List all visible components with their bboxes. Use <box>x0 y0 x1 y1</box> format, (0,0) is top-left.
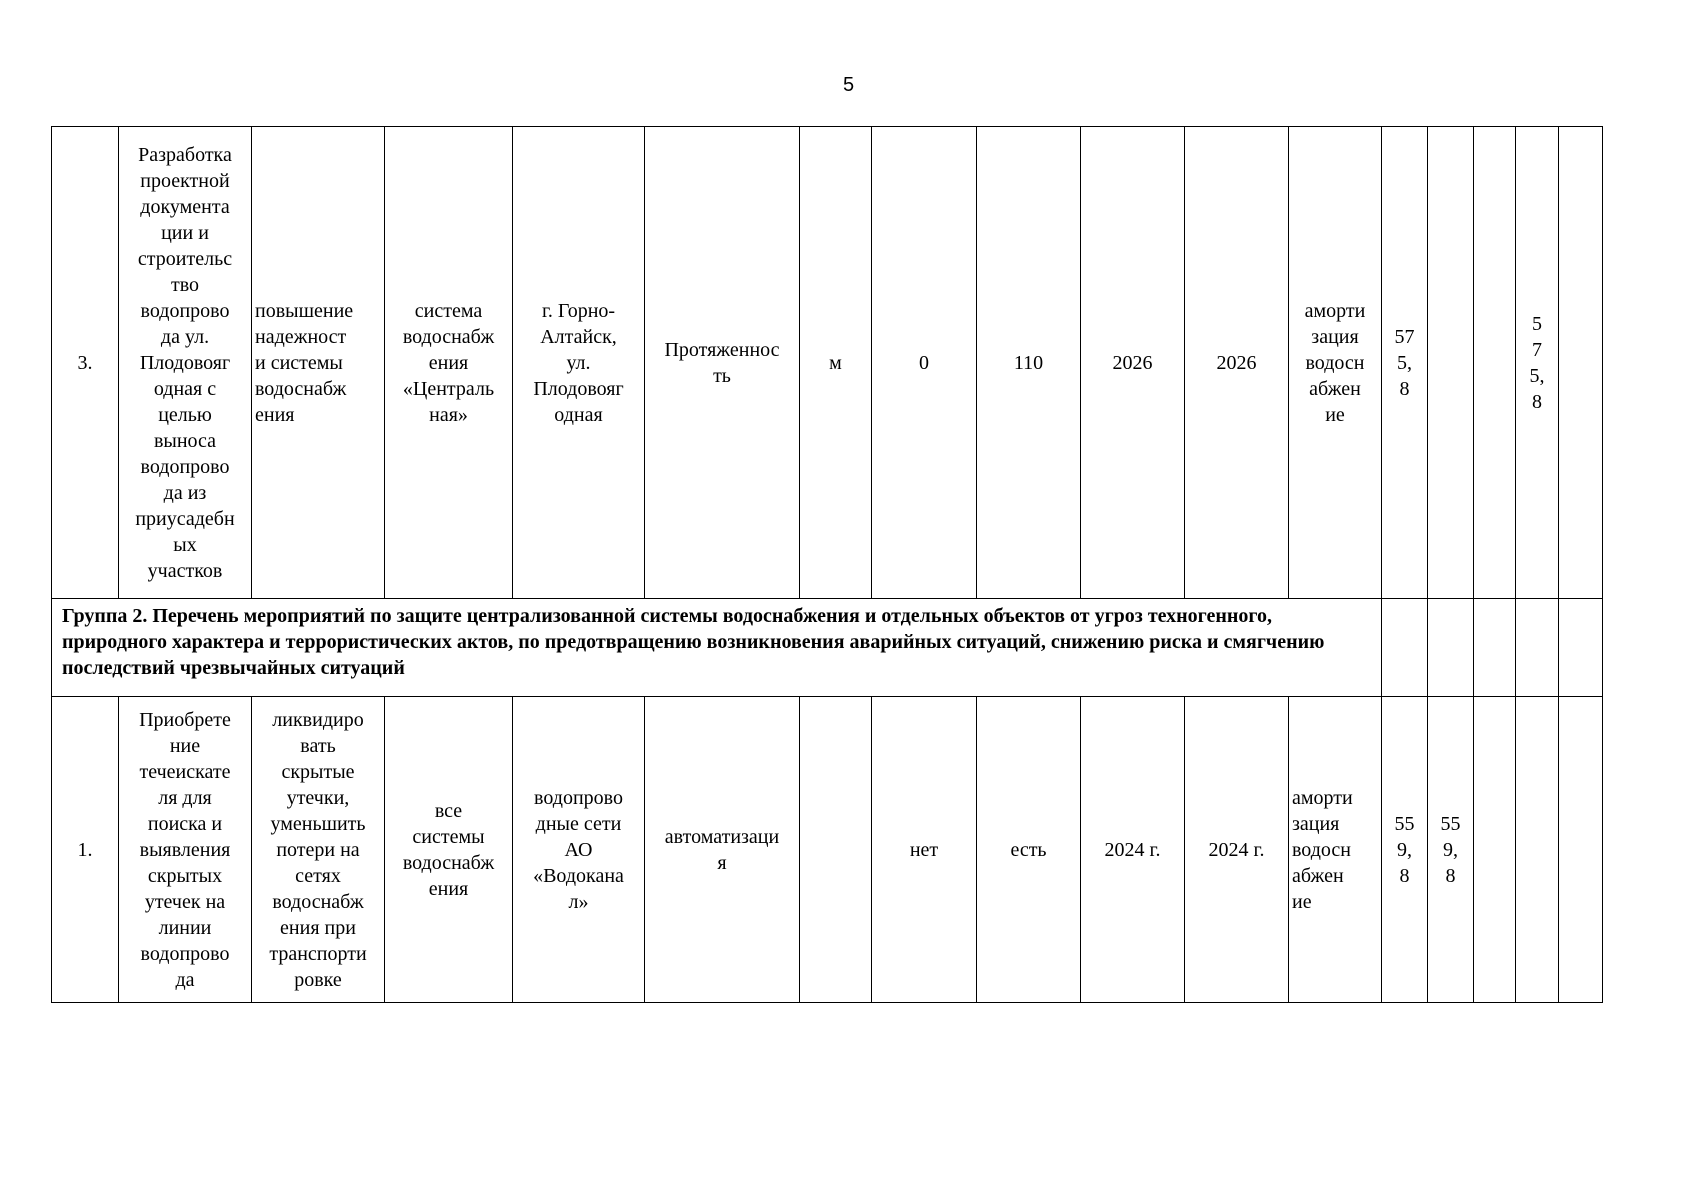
value-after: есть <box>977 697 1081 1003</box>
amount-2027 <box>1559 127 1603 599</box>
value-before: нет <box>872 697 977 1003</box>
empty-cell <box>1382 599 1428 697</box>
row-number: 1. <box>52 697 119 1003</box>
value-after: 110 <box>977 127 1081 599</box>
end-year: 2026 <box>1185 127 1289 599</box>
value-before: 0 <box>872 127 977 599</box>
amount-total: 57 5, 8 <box>1382 127 1428 599</box>
row-number: 3. <box>52 127 119 599</box>
location: г. Горно- Алтайск, ул. Плодовояг одная <box>513 127 645 599</box>
group-header-row <box>52 599 1603 697</box>
measure-name: Разработка проектной документа ции и строительс тво водопрово да ул. Плодовояг одная с целью выноса водопрово да из приусадебн ых участков <box>119 127 252 599</box>
empty-cell <box>1516 599 1559 697</box>
amount-2026: 5 7 5, 8 <box>1516 127 1559 599</box>
amount-2024: 55 9, 8 <box>1428 697 1474 1003</box>
funding-source: аморти зация водосн абжен ие <box>1289 127 1382 599</box>
page-number: 5 <box>842 74 855 96</box>
unit: м <box>800 127 872 599</box>
amount-2026 <box>1516 697 1559 1003</box>
empty-cell <box>1559 599 1603 697</box>
amount-2027 <box>1559 697 1603 1003</box>
location: водопрово дные сети АО «Водокана л» <box>513 697 645 1003</box>
amount-total: 55 9, 8 <box>1382 697 1428 1003</box>
empty-cell <box>1474 599 1516 697</box>
measures-table <box>51 126 1603 1003</box>
indicator: Протяженнос ть <box>645 127 800 599</box>
start-year: 2024 г. <box>1081 697 1185 1003</box>
indicator: автоматизаци я <box>645 697 800 1003</box>
measure-goal: повышение надежност и системы водоснабж ения <box>252 127 385 599</box>
table-row <box>52 697 1603 1003</box>
amount-2024 <box>1428 127 1474 599</box>
start-year: 2026 <box>1081 127 1185 599</box>
measure-name: Приобрете ние течеискате ля для поиска и выявления скрытых утечек на линии водопрово да <box>119 697 252 1003</box>
measure-goal: ликвидиро вать скрытые утечки, уменьшить потери на сетях водоснабж ения при транспорти ровке <box>252 697 385 1003</box>
water-system: все системы водоснабж ения <box>385 697 513 1003</box>
end-year: 2024 г. <box>1185 697 1289 1003</box>
water-system: система водоснабж ения «Централь ная» <box>385 127 513 599</box>
empty-cell <box>1428 599 1474 697</box>
table-row <box>52 127 1603 599</box>
funding-source: аморти зация водосн абжен ие <box>1289 697 1382 1003</box>
amount-2025 <box>1474 697 1516 1003</box>
group-2-title: Группа 2. Перечень мероприятий по защите централизованной системы водоснабжения и отдельных объектов от угроз техногенного, природного характера и террористических актов, по предотвращению возникновения аварийных ситуаций, снижению риска и смягчению последствий чрезвычайных ситуаций <box>52 599 1382 697</box>
unit <box>800 697 872 1003</box>
amount-2025 <box>1474 127 1516 599</box>
